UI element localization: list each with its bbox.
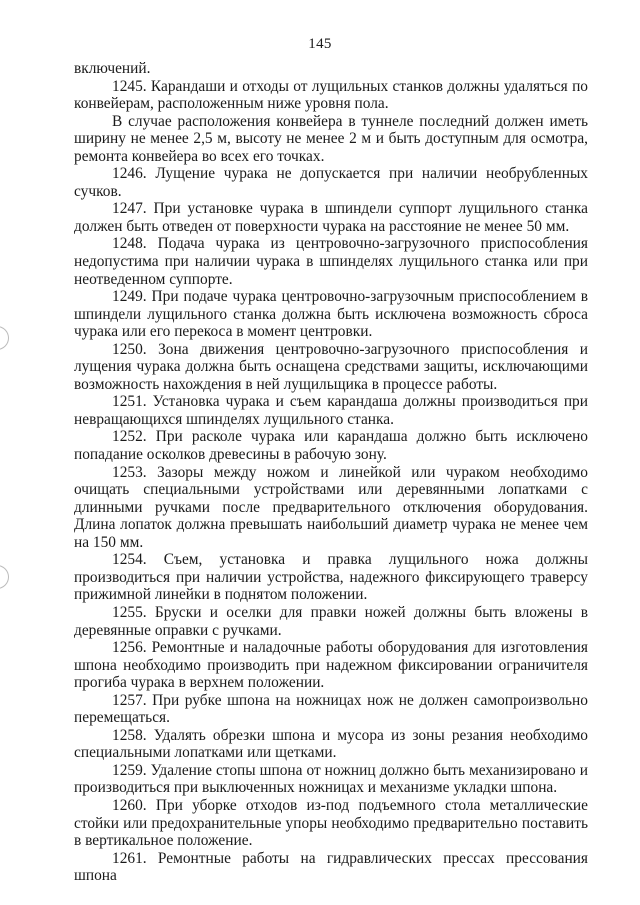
paragraph-1245-tunnel: В случае расположения конвейера в туннеле последний должен иметь ширину не менее 2,5 м, высоту не менее 2 м и быть доступным для осмотра, ремонта конвейера во всех его точках. [74, 112, 588, 165]
paragraph-1260: 1260. При уборке отходов из-под подъемного стола металлические стойки или предохранительные упоры необходимо предварительно поставить в вертикальное положение. [74, 796, 588, 850]
paragraph-1246: 1246. Лущение чурака не допускается при наличии необрубленных сучков. [74, 165, 588, 200]
paragraph-1250: 1250. Зона движения центровочно-загрузочного приспособления и лущения чурака должна быть оснащена средствами защиты, исключающими возможность нахождения в ней лущильщика в процессе работы. [74, 340, 588, 393]
paragraph-1257: 1257. При рубке шпона на ножницах нож не должен самопроизвольно перемещаться. [74, 691, 588, 727]
paragraph-1247: 1247. При установке чурака в шпиндели суппорт лущильного станка должен быть отведен от поверхности чурака на расстояние не менее 50 мм. [74, 200, 588, 235]
paragraph-1254: 1254. Съем, установка и правка лущильного ножа должны производиться при наличии устройства, надежного фиксирующего траверсу прижимной линейки в поднятом положении. [74, 551, 588, 604]
paragraph-1255: 1255. Бруски и оселки для правки ножей должны быть вложены в деревянные оправки с ручками. [74, 603, 588, 639]
paragraph-1249: 1249. При подаче чурака центровочно-загрузочным приспособлением в шпиндели лущильного станка должна быть исключена возможность сброса чурака или его перекоса в момент центровки. [74, 288, 588, 341]
paragraph-1245: 1245. Карандаши и отходы от лущильных станков должны удаляться по конвейерам, расположенным ниже уровня пола. [74, 77, 588, 113]
paragraph-1251: 1251. Установка чурака и съем карандаша должны производиться при невращающихся шпинделях лущильного станка. [74, 393, 588, 428]
document-body [74, 60, 588, 885]
punch-hole-mark [0, 326, 9, 350]
paragraph-1252: 1252. При расколе чурака или карандаша должно быть исключено попадание осколков древесины в рабочую зону. [74, 428, 588, 464]
paragraph-1256: 1256. Ремонтные и наладочные работы оборудования для изготовления шпона необходимо производить при надежном фиксировании ограничителя прогиба чурака в верхнем положении. [74, 639, 588, 692]
paragraph-1261: 1261. Ремонтные работы на гидравлических прессах прессования шпона [74, 849, 588, 885]
paragraph-1248: 1248. Подача чурака из центровочно-загрузочного приспособления недопустима при наличии чурака в шпинделях лущильного станка или при неотведенном суппорте. [74, 235, 588, 288]
paragraph-1259: 1259. Удаление стопы шпона от ножниц должно быть механизировано и производиться при выключенных ножницах и механизме укладки шпона. [74, 761, 588, 797]
paragraph-1258: 1258. Удалять обрезки шпона и мусора из зоны резания необходимо специальными лопатками или щетками. [74, 726, 588, 762]
page-number: 145 [308, 36, 332, 52]
punch-hole-mark [0, 565, 9, 589]
paragraph-1253: 1253. Зазоры между ножом и линейкой или чураком необходимо очищать специальными устройствами или деревянными лопатками с длинными ручками после предварительного отключения оборудования. Длина лопаток должна превышать наибольший диаметр чурака не менее чем на 150 мм. [74, 463, 588, 551]
paragraph-continuation: включений. [74, 60, 151, 77]
